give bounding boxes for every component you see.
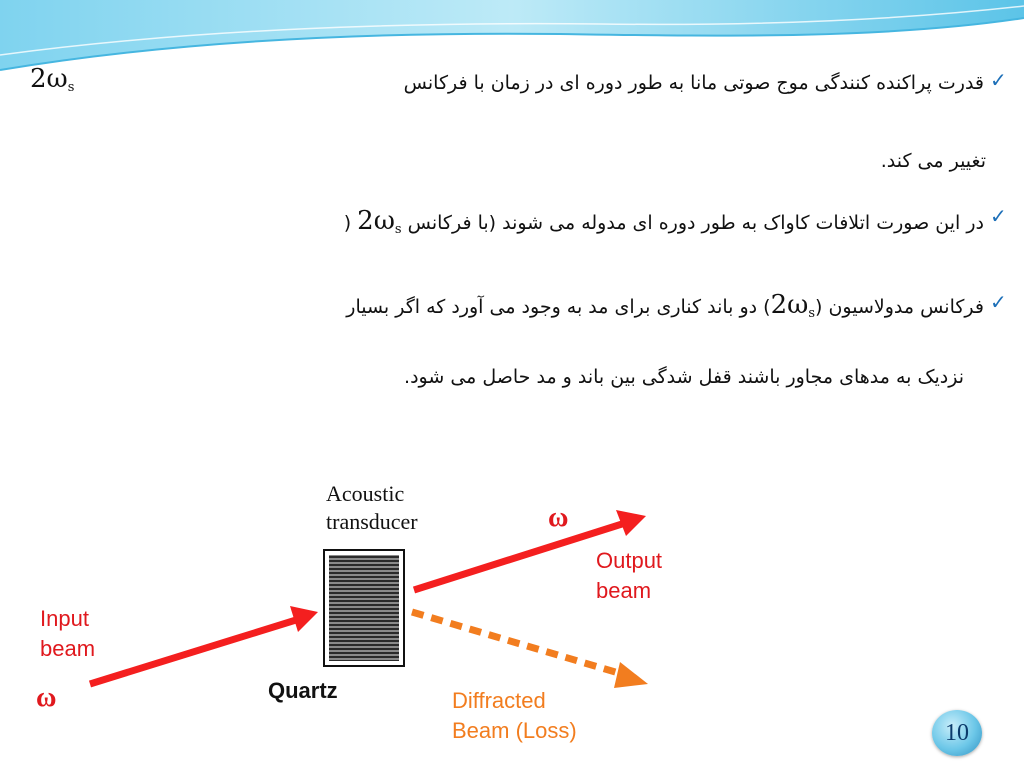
bullet-1-math: $2\omega_s$ — [30, 64, 75, 95]
bullet-3-text-a: فرکانس مدولاسیون ( — [815, 296, 984, 318]
diffracted-beam-arrow — [412, 612, 648, 688]
page-number-badge: 10 — [932, 710, 982, 756]
check-icon: ✓ — [990, 68, 1007, 92]
quartz-crystal — [324, 550, 404, 666]
check-icon: ✓ — [990, 204, 1007, 228]
quartz-label: Quartz — [268, 678, 338, 703]
bullet-3-text-b: ) دو باند کناری برای مد به وجود می آورد که اگر بسیار — [346, 296, 771, 318]
bullet-1-line2: تغییر می کند. — [880, 150, 986, 172]
input-beam-label: Input beam — [40, 606, 96, 661]
bullet-3-math: $2\omega_s$ — [770, 290, 815, 321]
output-omega-symbol: ω — [548, 502, 569, 533]
diffracted-beam-label: Diffracted Beam (Loss) — [452, 688, 577, 743]
input-omega-symbol: ω — [36, 682, 57, 713]
check-icon: ✓ — [990, 290, 1007, 314]
bullet-3-line2: نزدیک به مدهای مجاور باشند قفل شدگی بین باند و مد حاصل می شود. — [404, 366, 964, 388]
bullet-2-tail: ) — [343, 212, 352, 234]
bullet-2-math: $2\omega_s$ — [357, 206, 402, 237]
bullet-1-text: قدرت پراکنده کنندگی موج صوتی مانا به طور دوره ای در زمان با فرکانس — [403, 72, 984, 94]
input-beam-arrow — [90, 606, 318, 684]
output-beam-label: Output beam — [596, 548, 663, 603]
transducer-label: Acoustic transducer — [326, 481, 418, 534]
bullet-2-text: در این صورت اتلافات کاواک به طور دوره ای مدوله می شوند (با فرکانس — [407, 212, 984, 234]
